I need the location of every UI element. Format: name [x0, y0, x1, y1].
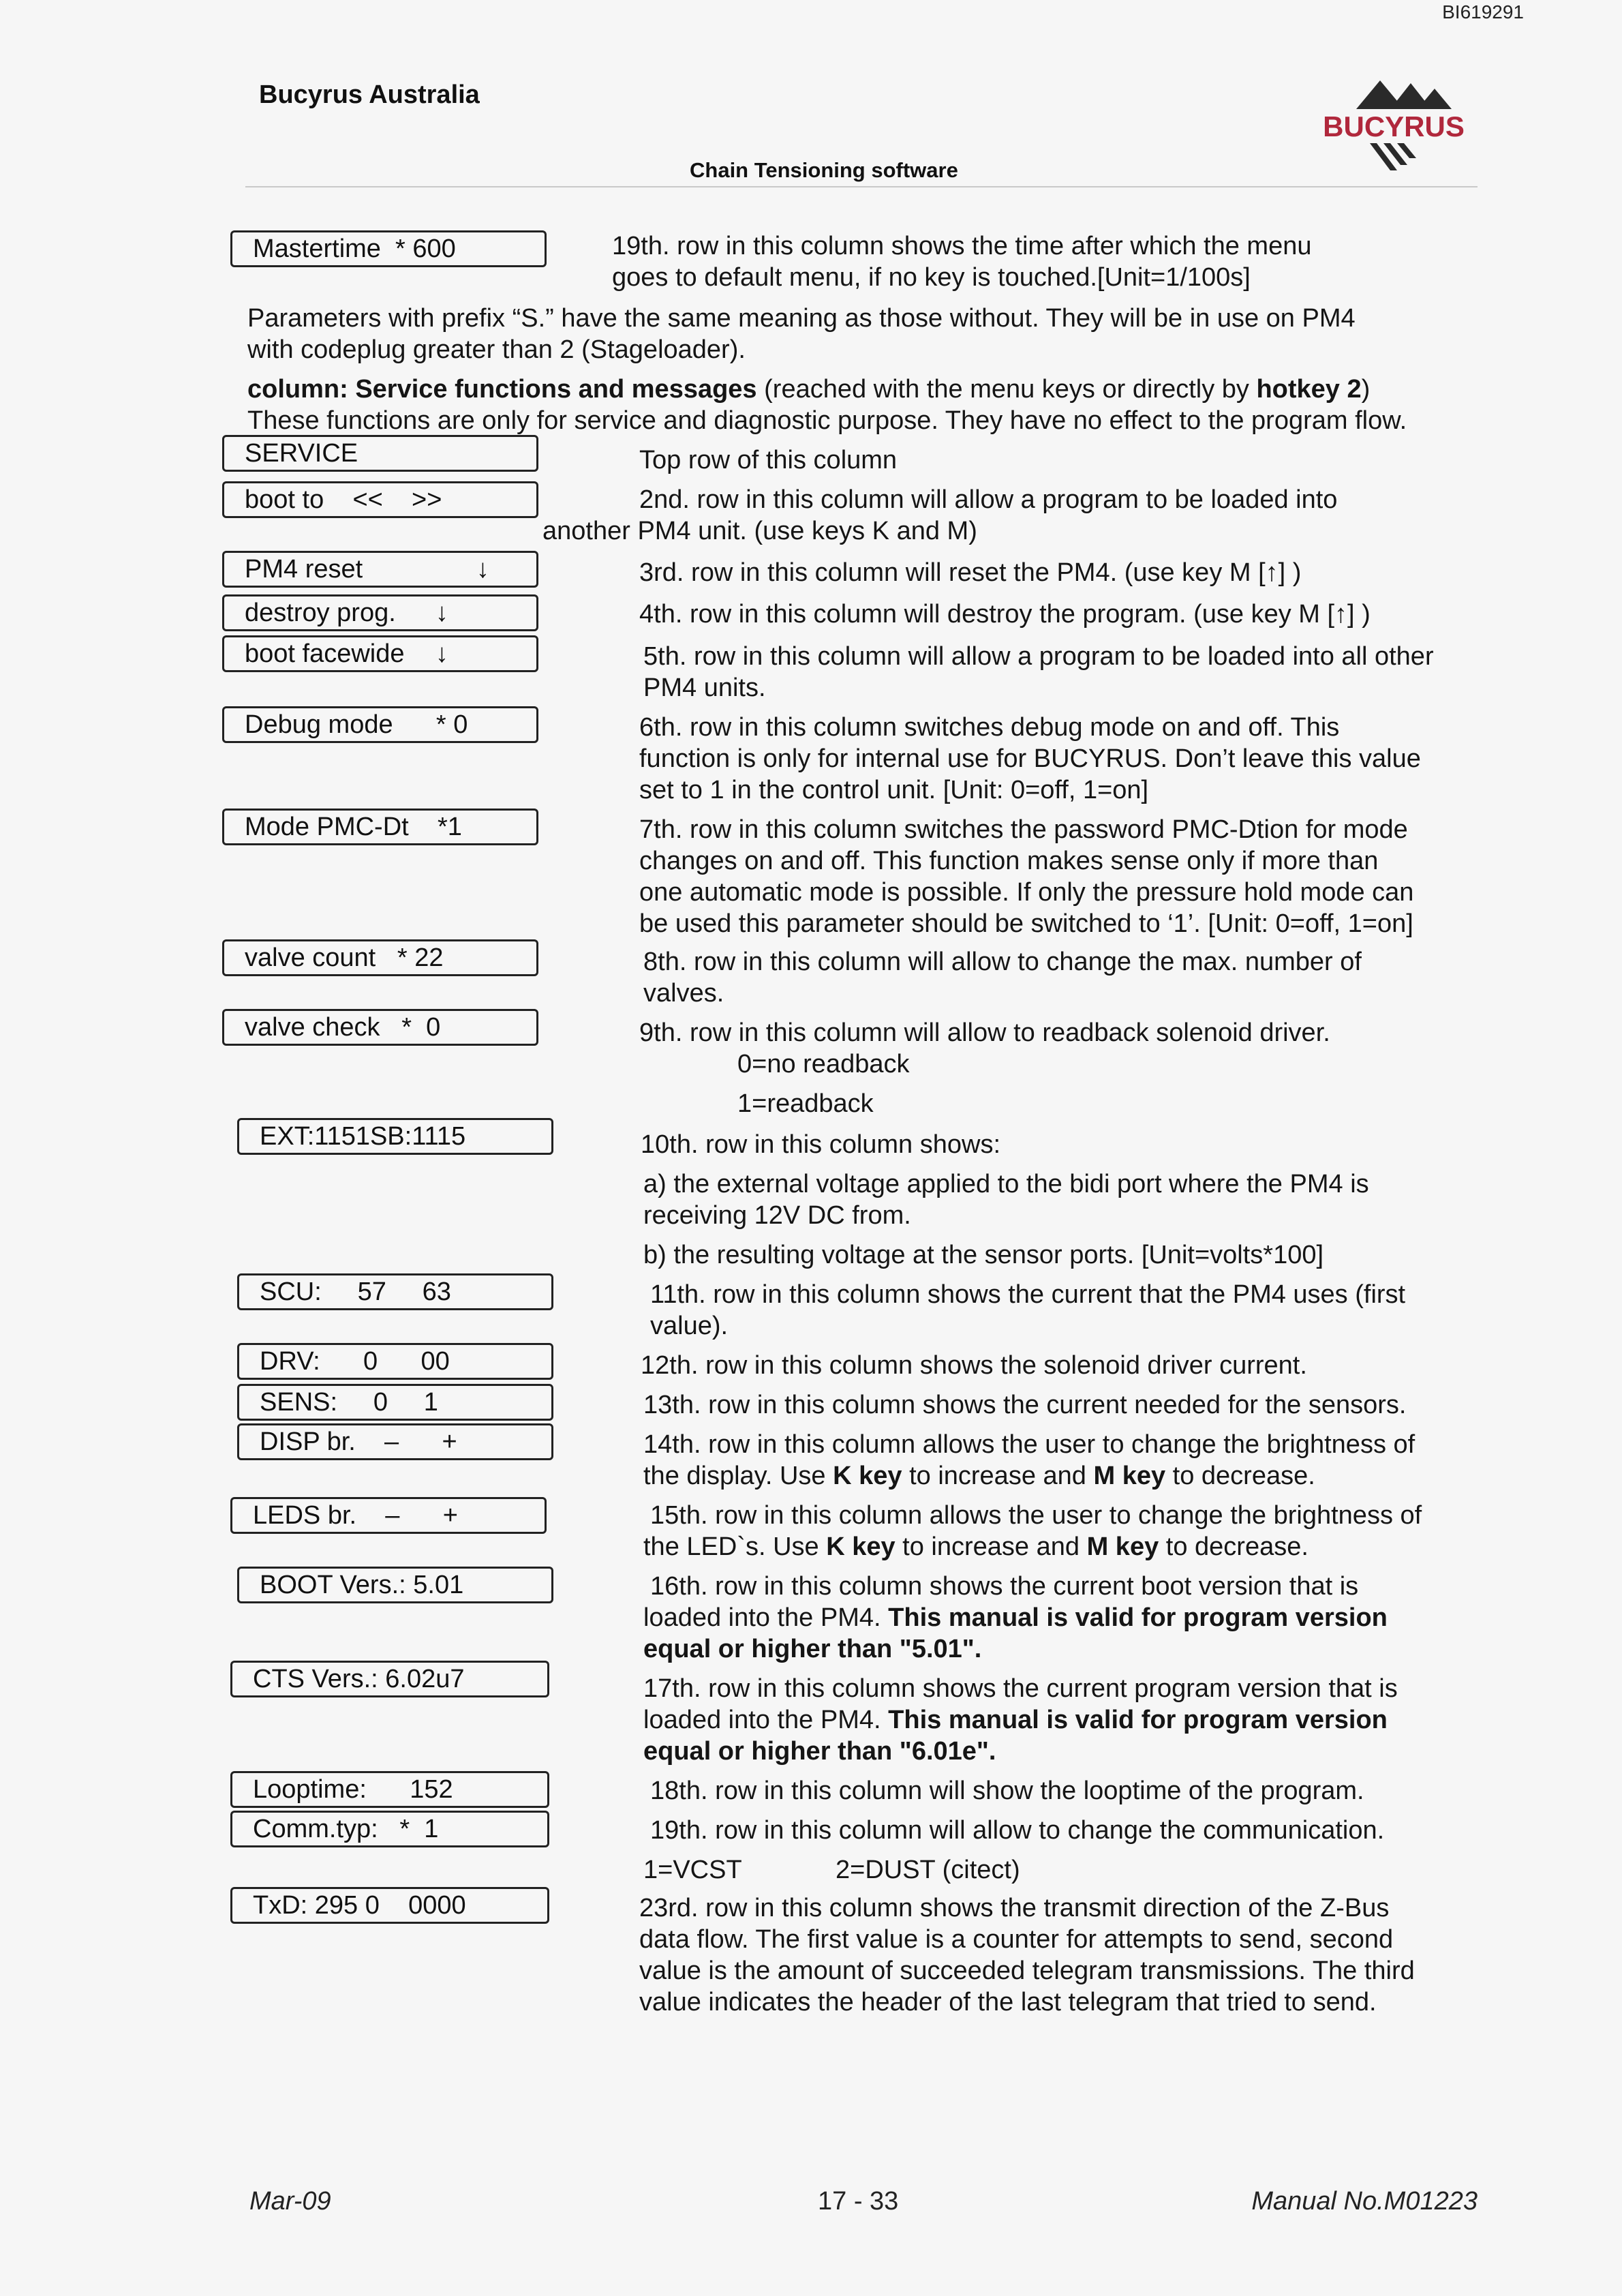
- footer-manual-number: Manual No.M01223: [1251, 2187, 1478, 2216]
- mastertime-desc-1: 19th. row in this column shows the time after which the menu: [612, 232, 1312, 260]
- section-heading: column: Service functions and messages (reached with the menu keys or directly by hotkey 2): [247, 375, 1371, 404]
- ext-voltage-display: EXT:1151SB:1115: [237, 1118, 553, 1155]
- valve-count-desc-1: 8th. row in this column will allow to change the max. number of: [643, 948, 1362, 976]
- pm4-reset-desc: 3rd. row in this column will reset the PM4. (use key M [↑] ): [639, 558, 1302, 587]
- disp-desc-2: the display. Use K key to increase and M key to decrease.: [643, 1462, 1315, 1490]
- disp-desc-1: 14th. row in this column allows the user to change the brightness of: [643, 1430, 1416, 1459]
- cts-version-desc-2: loaded into the PM4. This manual is valid for program version: [643, 1706, 1388, 1734]
- service-desc: Top row of this column: [639, 446, 898, 474]
- service-display: SERVICE: [222, 435, 538, 472]
- valve-count-desc-2: valves.: [643, 979, 724, 1008]
- debug-mode-desc-1: 6th. row in this column switches debug mode on and off. This: [639, 713, 1340, 742]
- ext-desc-a-2: receiving 12V DC from.: [643, 1201, 911, 1230]
- destroy-prog-display: destroy prog. ↓: [222, 594, 538, 631]
- mode-pmc-desc-1: 7th. row in this column switches the password PMC-Dtion for mode: [639, 815, 1408, 844]
- scu-desc-1: 11th. row in this column shows the current that the PM4 uses (first: [650, 1280, 1406, 1309]
- sens-desc: 13th. row in this column shows the current needed for the sensors.: [643, 1391, 1407, 1419]
- intro-paragraph-1: Parameters with prefix “S.” have the same meaning as those without. They will be in use on PM4: [247, 304, 1356, 333]
- document-subtitle: Chain Tensioning software: [690, 158, 958, 182]
- valve-check-desc: 9th. row in this column will allow to readback solenoid driver.: [639, 1018, 1330, 1047]
- boot-to-desc-1: 2nd. row in this column will allow a program to be loaded into: [639, 485, 1338, 514]
- down-arrow-icon: ↓: [435, 639, 448, 668]
- txd-desc-3: value is the amount of succeeded telegram transmissions. The third: [639, 1957, 1415, 1985]
- cts-version-desc-3: equal or higher than "6.01e".: [643, 1737, 996, 1766]
- debug-mode-desc-2: function is only for internal use for BUCYRUS. Don’t leave this value: [639, 744, 1421, 773]
- valve-check-display: valve check * 0: [222, 1009, 538, 1046]
- logo-text: BUCYRUS: [1323, 110, 1465, 142]
- leds-desc-1: 15th. row in this column allows the user to change the brightness of: [650, 1501, 1422, 1530]
- down-arrow-icon: ↓: [476, 555, 489, 584]
- document-id: BI619291: [1442, 1, 1524, 22]
- intro-paragraph-1b: with codeplug greater than 2 (Stageloader).: [247, 335, 746, 364]
- disp-brightness-display: DISP br. – +: [237, 1423, 553, 1460]
- mode-pmc-desc-2: changes on and off. This function makes sense only if more than: [639, 847, 1379, 875]
- boot-version-desc-3: equal or higher than "5.01".: [643, 1635, 982, 1663]
- boot-facewide-desc-1: 5th. row in this column will allow a program to be loaded into all other: [643, 642, 1434, 671]
- scu-desc-2: value).: [650, 1312, 729, 1340]
- company-name: Bucyrus Australia: [259, 80, 480, 109]
- txd-desc-1: 23rd. row in this column shows the transmit direction of the Z-Bus: [639, 1894, 1390, 1922]
- ext-desc: 10th. row in this column shows:: [641, 1130, 1001, 1159]
- boot-facewide-desc-2: PM4 units.: [643, 674, 766, 702]
- mode-pmc-desc-3: one automatic mode is possible. If only the pressure hold mode can: [639, 878, 1414, 907]
- ext-desc-a-1: a) the external voltage applied to the bidi port where the PM4 is: [643, 1170, 1369, 1198]
- looptime-display: Looptime: 152: [230, 1771, 549, 1808]
- drv-desc: 12th. row in this column shows the solenoid driver current.: [641, 1351, 1307, 1380]
- mode-pmc-display: Mode PMC-Dt *1: [222, 809, 538, 845]
- valve-check-option-1: 1=readback: [737, 1089, 874, 1118]
- boot-to-display: boot to << >>: [222, 481, 538, 518]
- footer-page-number: 17 - 33: [818, 2187, 899, 2216]
- debug-mode-display: Debug mode * 0: [222, 706, 538, 743]
- leds-brightness-display: LEDS br. – +: [230, 1497, 547, 1534]
- header-divider: [245, 186, 1478, 187]
- boot-version-desc-1: 16th. row in this column shows the current boot version that is: [650, 1572, 1359, 1601]
- cts-version-desc-1: 17th. row in this column shows the current program version that is: [643, 1674, 1398, 1703]
- txd-desc-2: data flow. The first value is a counter for attempts to send, second: [639, 1925, 1394, 1954]
- drv-display: DRV: 0 00: [237, 1343, 553, 1380]
- scu-display: SCU: 57 63: [237, 1273, 553, 1310]
- mode-pmc-desc-4: be used this parameter should be switched to ‘1’. [Unit: 0=off, 1=on]: [639, 909, 1413, 938]
- destroy-prog-desc: 4th. row in this column will destroy the program. (use key M [↑] ): [639, 600, 1371, 629]
- mastertime-desc-2: goes to default menu, if no key is touched.[Unit=1/100s]: [612, 263, 1251, 292]
- comm-type-desc: 19th. row in this column will allow to change the communication.: [650, 1816, 1385, 1845]
- leds-desc-2: the LED`s. Use K key to increase and M key to decrease.: [643, 1532, 1309, 1561]
- txd-display: TxD: 295 0 0000: [230, 1887, 549, 1924]
- comm-type-display: Comm.typ: * 1: [230, 1811, 549, 1847]
- bucyrus-logo: [1309, 75, 1479, 177]
- comm-option-2: 2=DUST (citect): [836, 1856, 1020, 1884]
- valve-count-display: valve count * 22: [222, 939, 538, 976]
- txd-desc-4: value indicates the header of the last telegram that tried to send.: [639, 1988, 1377, 2016]
- boot-facewide-display: boot facewide ↓: [222, 635, 538, 672]
- comm-option-1: 1=VCST: [643, 1856, 742, 1884]
- pm4-reset-display: PM4 reset ↓: [222, 551, 538, 588]
- cts-version-display: CTS Vers.: 6.02u7: [230, 1661, 549, 1697]
- boot-to-desc-2: another PM4 unit. (use keys K and M): [542, 517, 977, 545]
- boot-version-desc-2: loaded into the PM4. This manual is valid for program version: [643, 1603, 1388, 1632]
- sens-display: SENS: 0 1: [237, 1384, 553, 1421]
- intro-paragraph-2: These functions are only for service and diagnostic purpose. They have no effect to the program flow.: [247, 406, 1407, 435]
- valve-check-option-0: 0=no readback: [737, 1050, 910, 1078]
- footer-date: Mar-09: [249, 2187, 331, 2216]
- ext-desc-b: b) the resulting voltage at the sensor ports. [Unit=volts*100]: [643, 1241, 1324, 1269]
- looptime-desc: 18th. row in this column will show the looptime of the program.: [650, 1777, 1364, 1805]
- mastertime-display: Mastertime * 600: [230, 230, 547, 267]
- boot-version-display: BOOT Vers.: 5.01: [237, 1567, 553, 1603]
- down-arrow-icon: ↓: [435, 599, 448, 627]
- debug-mode-desc-3: set to 1 in the control unit. [Unit: 0=off, 1=on]: [639, 776, 1149, 804]
